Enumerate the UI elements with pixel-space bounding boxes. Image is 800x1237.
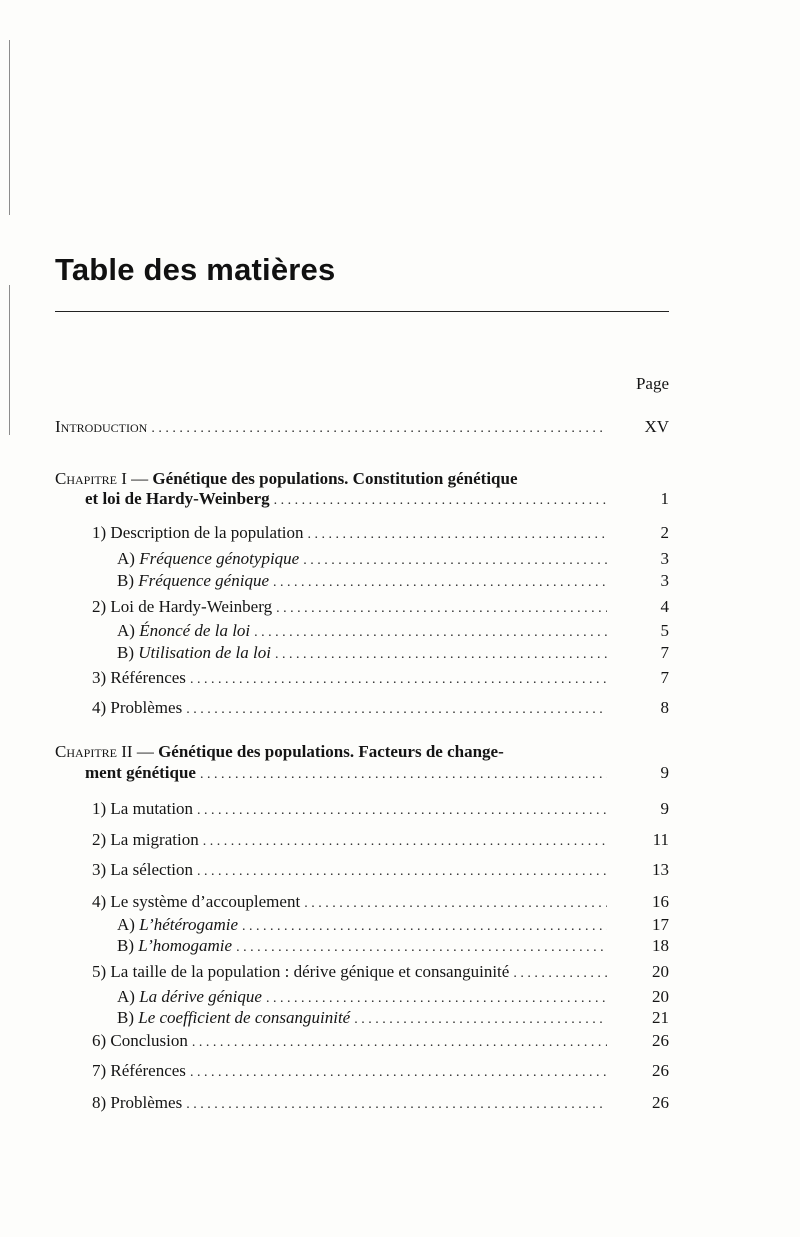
leader-dots (273, 572, 607, 594)
toc-entry-number: 7) (92, 1061, 107, 1080)
toc-entry-number: B) (117, 643, 134, 662)
toc-entry-text: Le système d’accouplement (110, 892, 301, 911)
toc-entry-label (117, 935, 232, 957)
toc-entry[interactable] (55, 522, 669, 544)
toc-entry-page: 8 (660, 698, 669, 717)
toc-entry-text: La taille de la population : dérive génique et consanguinité (110, 962, 510, 981)
toc-entry-page: XV (644, 417, 669, 436)
chapter-title-line: ment génétique (85, 763, 196, 782)
toc-entry[interactable] (55, 667, 669, 689)
toc-entry[interactable] (55, 620, 669, 642)
scan-edge-mark (9, 40, 10, 215)
toc-entry-text: Références (110, 1061, 186, 1080)
leader-dots (513, 963, 607, 985)
toc-entry-label (117, 1007, 350, 1029)
toc-entry-number: B) (117, 1008, 134, 1027)
toc-entry-number: A) (117, 915, 135, 934)
toc-entry-page: 1 (660, 489, 669, 508)
toc-entry-number: 8) (92, 1093, 107, 1112)
leader-dots (200, 764, 607, 786)
title-rule (55, 311, 669, 312)
toc-entry-text: Fréquence génotypique (139, 549, 300, 568)
toc-entry-label (117, 914, 238, 936)
toc-entry-number: 2) (92, 597, 107, 616)
leader-dots (303, 550, 607, 572)
toc-entry-number: 3) (92, 668, 107, 687)
toc-entry-page: 20 (652, 987, 669, 1006)
toc-entry-page: 16 (652, 892, 669, 911)
toc-entry-page: 7 (660, 668, 669, 687)
leader-dots (308, 524, 607, 546)
toc-entry-text: Loi de Hardy-Weinberg (110, 597, 273, 616)
toc-entry-label (92, 891, 300, 913)
toc-entry-label (92, 1060, 186, 1082)
toc-entry-text: Problèmes (110, 1093, 183, 1112)
toc-entry-label (92, 1092, 182, 1114)
leader-dots (186, 1094, 607, 1116)
toc-entry[interactable] (55, 570, 669, 592)
leader-dots (354, 1009, 607, 1031)
toc-entry-page: 3 (660, 549, 669, 568)
toc-entry-text: Description de la population (110, 523, 304, 542)
toc-entry-label (92, 859, 193, 881)
chapter-heading-2[interactable] (55, 741, 669, 763)
toc-entry[interactable] (55, 642, 669, 664)
toc-entry-page: 4 (660, 597, 669, 616)
chapter-title-line: Génétique des populations. Constitution génétique (152, 469, 518, 488)
toc-entry[interactable] (55, 596, 669, 618)
toc-entry[interactable] (55, 829, 669, 851)
toc-entry[interactable] (55, 548, 669, 570)
chapter-prefix: Chapitre I (55, 469, 127, 488)
chapter-title-line: et loi de Hardy-Weinberg (85, 489, 270, 508)
toc-entry-text: La mutation (110, 799, 194, 818)
leader-dots (190, 1062, 607, 1084)
toc-entry[interactable] (55, 1092, 669, 1114)
toc-entry-text: Conclusion (110, 1031, 188, 1050)
toc-entry-label (92, 1030, 188, 1052)
leader-dots (276, 598, 607, 620)
toc-entry-introduction[interactable] (55, 416, 669, 438)
toc-entry-page: 21 (652, 1008, 669, 1027)
toc-entry-label (117, 620, 250, 642)
toc-entry-text: Références (110, 668, 186, 687)
toc-entry[interactable] (55, 1007, 669, 1029)
leader-dots (151, 418, 607, 440)
toc-entry-page: 11 (652, 830, 669, 849)
leader-dots (254, 622, 607, 644)
toc-entry[interactable] (55, 798, 669, 820)
toc-entry-number: A) (117, 549, 135, 568)
toc-entry-label: Introduction (55, 417, 148, 436)
toc-entry[interactable] (55, 935, 669, 957)
leader-dots (275, 644, 607, 666)
toc-entry-label (92, 798, 193, 820)
toc-entry-label (92, 829, 199, 851)
toc-entry-text: La sélection (110, 860, 194, 879)
toc-entry-label (117, 642, 271, 664)
toc-entry-number: A) (117, 987, 135, 1006)
toc-entry[interactable] (55, 1030, 669, 1052)
toc-entry-page: 5 (660, 621, 669, 640)
leader-dots (274, 490, 607, 512)
toc-entry-label (92, 667, 186, 689)
leader-dots (197, 800, 607, 822)
toc-entry-number: A) (117, 621, 135, 640)
toc-entry-text: L’hétérogamie (139, 915, 239, 934)
toc-entry[interactable] (55, 891, 669, 913)
toc-entry-number: 4) (92, 892, 107, 911)
toc-entry-label (117, 548, 299, 570)
toc-entry-text: La migration (110, 830, 199, 849)
toc-entry-number: 4) (92, 698, 107, 717)
toc-entry-page: 9 (660, 763, 669, 782)
toc-entry-number: B) (117, 936, 134, 955)
toc-entry-page: 18 (652, 936, 669, 955)
leader-dots (186, 699, 607, 721)
leader-dots (190, 669, 607, 691)
toc-entry-text: Utilisation de la loi (138, 643, 271, 662)
leader-dots (203, 831, 607, 853)
toc-entry-number: 5) (92, 962, 107, 981)
leader-dots (304, 893, 607, 915)
chapter-heading-1[interactable] (55, 468, 669, 490)
toc-entry-page: 20 (652, 962, 669, 981)
toc-entry-text: Problèmes (110, 698, 183, 717)
toc-entry[interactable] (55, 859, 669, 881)
toc-entry-page: 9 (660, 799, 669, 818)
toc-entry-number: B) (117, 571, 134, 590)
toc-entry-number: 2) (92, 830, 107, 849)
toc-entry-number: 1) (92, 523, 107, 542)
toc-entry-number: 6) (92, 1031, 107, 1050)
chapter-title-line: Génétique des populations. Facteurs de change- (158, 742, 504, 761)
toc-entry-label (117, 570, 269, 592)
toc-entry[interactable] (55, 914, 669, 936)
toc-entry-page: 26 (652, 1031, 669, 1050)
toc-entry-text: Fréquence génique (138, 571, 269, 590)
page-title: Table des matières (55, 252, 336, 287)
toc-entry-label (117, 986, 262, 1008)
chapter-dash: — (132, 742, 159, 761)
toc-entry-text: Le coefficient de consanguinité (138, 1008, 351, 1027)
scan-edge-mark (9, 285, 10, 435)
toc-entry-page: 7 (660, 643, 669, 662)
toc-entry-label (92, 697, 182, 719)
toc-entry-page: 2 (660, 523, 669, 542)
toc-entry-page: 26 (652, 1061, 669, 1080)
toc-entry-number: 3) (92, 860, 107, 879)
toc-entry-text: L’homogamie (138, 936, 233, 955)
toc-entry[interactable] (55, 961, 669, 983)
toc-entry[interactable] (55, 986, 669, 1008)
toc-entry-page: 17 (652, 915, 669, 934)
page-column-header: Page (635, 374, 669, 393)
toc-entry-text: Énoncé de la loi (139, 621, 251, 640)
toc-entry-number: 1) (92, 799, 107, 818)
toc-entry-label (92, 961, 509, 983)
leader-dots (236, 937, 607, 959)
toc-entry[interactable] (55, 697, 669, 719)
toc-entry[interactable] (55, 1060, 669, 1082)
toc-entry-page: 3 (660, 571, 669, 590)
toc-entry-page: 13 (652, 860, 669, 879)
toc-entry-label (92, 596, 272, 618)
chapter-heading-2-cont[interactable] (55, 762, 669, 784)
chapter-prefix: Chapitre II (55, 742, 133, 761)
toc-entry-text: La dérive génique (139, 987, 262, 1006)
chapter-heading-1-cont[interactable] (55, 488, 669, 510)
toc-entry-label (92, 522, 304, 544)
chapter-dash: — (126, 469, 153, 488)
leader-dots (192, 1032, 607, 1054)
toc-entry-page: 26 (652, 1093, 669, 1112)
leader-dots (197, 861, 607, 883)
